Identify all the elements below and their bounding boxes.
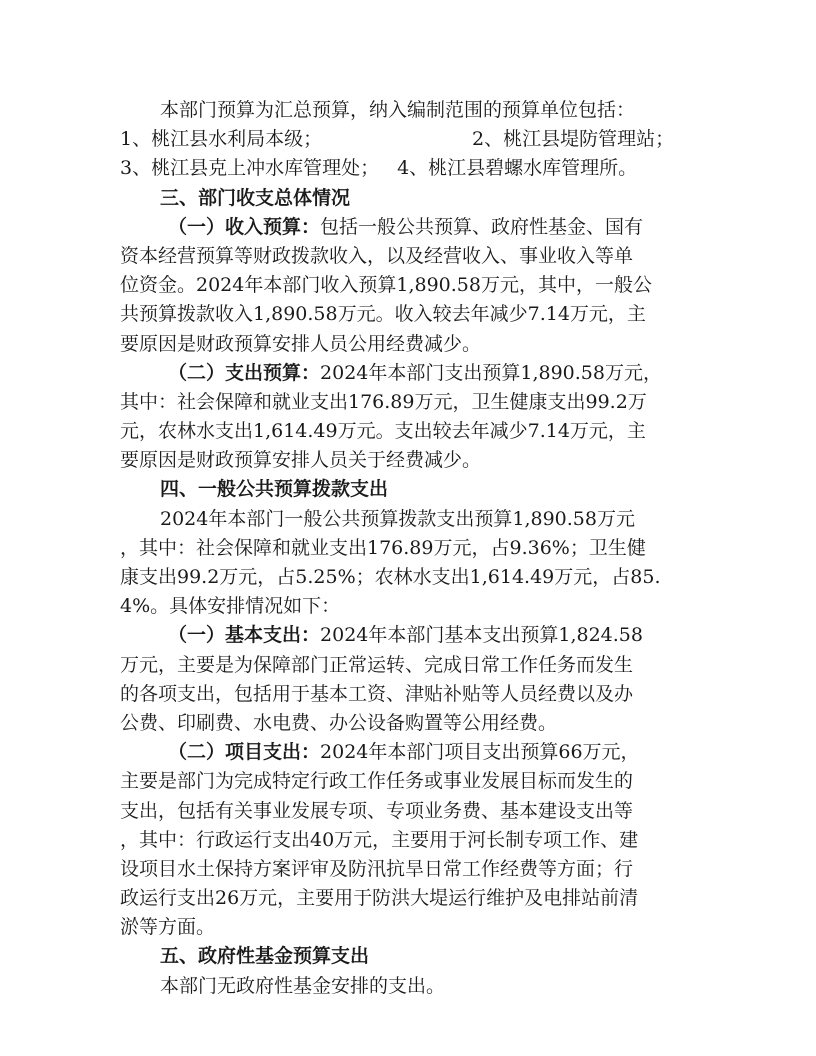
basic-expense-line-3: 的各项支出，包括用于基本工资、津贴补贴等人员经费以及办 (120, 682, 634, 705)
expense-budget-line-4: 要原因是财政预算安排人员关于经费减少。 (120, 449, 482, 472)
general-budget-line-1: 2024年本部门一般公共预算拨款支出预算1,890.58万元 (160, 507, 635, 530)
income-budget-line-2: 资本经营预算等财政拨款收入，以及经营收入、事业收入等单 (120, 244, 634, 267)
project-expense-line-5: 设项目水土保持方案评审及防汛抗旱日常工作经费等方面；行 (120, 857, 634, 880)
basic-expense-label: （一）基本支出： (168, 624, 321, 647)
project-expense-line-4: ，其中：行政运行支出40万元，主要用于河长制专项工作、建 (120, 828, 639, 851)
basic-expense-line-2: 万元，主要是为保障部门正常运转、完成日常工作任务而发生 (120, 653, 634, 676)
general-budget-line-4: 4%。具体安排情况如下： (120, 595, 341, 618)
document-page (120, 96, 704, 1001)
project-expense-line-3: 支出，包括有关事业发展专项、专项业务费、基本建设支出等 (120, 799, 634, 822)
intro-paragraph: 本部门预算为汇总预算，纳入编制范围的预算单位包括： (160, 99, 636, 121)
section-4-heading: 四、一般公共预算拨款支出 (160, 478, 389, 501)
general-budget-line-3: 康支出99.2万元，占5.25%；农林水支出1,614.49万元，占85. (120, 566, 661, 588)
project-expense-label: （二）项目支出： (168, 741, 321, 764)
budget-unit-4: 4、桃江县碧螺水库管理所。 (397, 157, 638, 180)
budget-units-row-1 (120, 125, 704, 154)
section-5-heading: 五、政府性基金预算支出 (160, 945, 370, 968)
project-expense-line-1 (120, 738, 704, 767)
budget-unit-2: 2、桃江县堤防管理站； (472, 128, 675, 151)
section-3-heading: 三、部门收支总体情况 (160, 186, 351, 209)
government-fund-paragraph: 本部门无政府性基金安排的支出。 (160, 974, 446, 997)
project-expense-line-6: 政运行支出26万元，主要用于防洪大堤运行维护及电排站前清 (120, 887, 639, 910)
project-expense-line-2: 主要是部门为完成特定行政工作任务或事业发展目标而发生的 (120, 770, 634, 793)
income-budget-text: 包括一般公共预算、政府性基金、国有 (320, 215, 644, 238)
expense-budget-label: （二）支出预算： (168, 361, 321, 384)
basic-expense-text: 2024年本部门基本支出预算1,824.58 (320, 624, 643, 647)
expense-budget-line-3: 元，农林水支出1,614.49万元。支出较去年减少7.14万元，主 (120, 420, 646, 443)
basic-expense-line-1 (120, 621, 704, 650)
project-expense-line-7: 淤等方面。 (120, 916, 216, 939)
project-expense-text: 2024年本部门项目支出预算66万元， (320, 741, 640, 764)
general-budget-line-2: ，其中：社会保障和就业支出176.89万元，占9.36%；卫生健 (120, 536, 646, 559)
income-budget-line-3: 位资金。2024年本部门收入预算1,890.58万元，其中，一般公 (120, 274, 652, 297)
expense-budget-line-2: 其中：社会保障和就业支出176.89万元，卫生健康支出99.2万 (120, 390, 647, 413)
income-budget-line-1 (120, 213, 704, 242)
expense-budget-text: 2024年本部门支出预算1,890.58万元， (320, 361, 662, 384)
income-budget-line-5: 要原因是财政预算安排人员公用经费减少。 (120, 332, 482, 355)
budget-units-row-2 (120, 154, 704, 183)
budget-unit-3: 3、桃江县克上冲水库管理处； (120, 157, 380, 180)
budget-unit-1: 1、桃江县水利局本级； (120, 128, 323, 151)
income-budget-line-4: 共预算拨款收入1,890.58万元。收入较去年减少7.14万元，主 (120, 303, 646, 326)
income-budget-label: （一）收入预算： (168, 215, 321, 238)
basic-expense-line-4: 公费、印刷费、水电费、办公设备购置等公用经费。 (120, 711, 558, 734)
expense-budget-line-1 (120, 359, 704, 388)
